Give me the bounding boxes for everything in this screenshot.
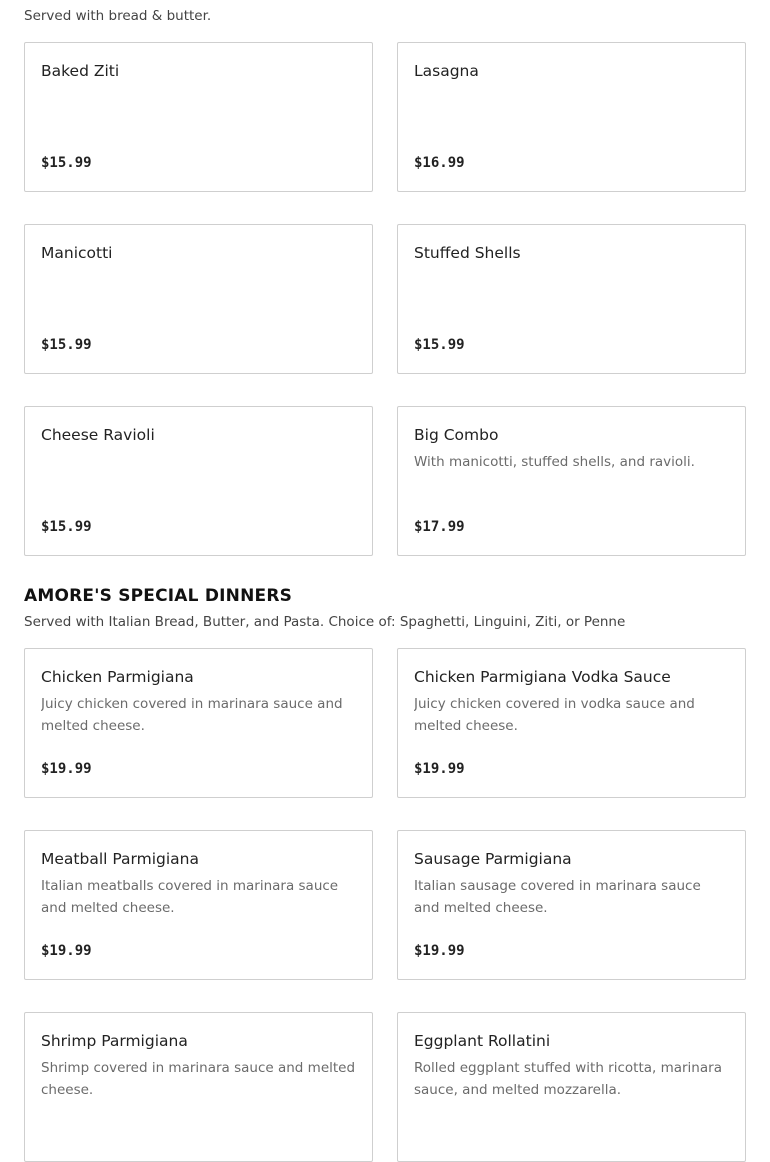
menu-item-grid xyxy=(24,42,746,556)
menu-item-name: Manicotti xyxy=(41,244,113,262)
menu-item-card-big-combo[interactable] xyxy=(397,406,746,556)
menu-item-price: $15.99 xyxy=(41,155,92,171)
menu-item-card-manicotti[interactable] xyxy=(24,224,373,374)
menu-item-card-eggplant-rollatini[interactable] xyxy=(397,1012,746,1162)
menu-item-description: With manicotti, stuffed shells, and ravioli. xyxy=(414,454,695,470)
menu-item-card-stuffed-shells[interactable] xyxy=(397,224,746,374)
menu-item-card-chicken-parmigiana[interactable] xyxy=(24,648,373,798)
menu-item-description: Juicy chicken covered in marinara sauce and melted cheese. xyxy=(41,696,343,734)
section-title xyxy=(24,0,746,2)
section-title: AMORE'S SPECIAL DINNERS xyxy=(24,586,293,606)
menu-section-baked-pasta xyxy=(24,0,746,556)
menu-item-price: $19.99 xyxy=(41,761,92,777)
menu-item-price: $19.99 xyxy=(414,943,465,959)
menu-item-price: $19.99 xyxy=(414,761,465,777)
menu-item-name: Big Combo xyxy=(414,426,499,444)
menu-item-card-meatball-parmigiana[interactable] xyxy=(24,830,373,980)
menu-item-name: Eggplant Rollatini xyxy=(414,1032,551,1050)
menu-item-name: Sausage Parmigiana xyxy=(414,850,572,868)
menu-item-name: Cheese Ravioli xyxy=(41,426,155,444)
menu-item-name: Meatball Parmigiana xyxy=(41,850,199,868)
menu-item-name: Stuffed Shells xyxy=(414,244,521,262)
menu-item-price: $19.99 xyxy=(41,943,92,959)
section-subtitle: Served with bread & butter. xyxy=(24,8,212,24)
menu-item-description: Italian meatballs covered in marinara sauce and melted cheese. xyxy=(41,878,339,916)
menu-item-card-lasagna[interactable] xyxy=(397,42,746,192)
menu-item-card-chicken-parmigiana-vodka-sauce[interactable] xyxy=(397,648,746,798)
menu-item-grid xyxy=(24,648,746,1162)
menu-item-description: Italian sausage covered in marinara sauce and melted cheese. xyxy=(414,878,701,916)
section-subtitle: Served with Italian Bread, Butter, and Pasta. Choice of: Spaghetti, Linguini, Ziti, or Penne xyxy=(24,614,626,630)
menu-section-special-dinners xyxy=(24,584,746,1162)
menu-item-card-shrimp-parmigiana[interactable] xyxy=(24,1012,373,1162)
menu-item-price: $17.99 xyxy=(414,519,465,535)
menu-item-card-sausage-parmigiana[interactable] xyxy=(397,830,746,980)
menu-item-name: Chicken Parmigiana Vodka Sauce xyxy=(414,668,671,686)
menu-item-name: Shrimp Parmigiana xyxy=(41,1032,188,1050)
section-spacer xyxy=(24,556,746,584)
menu-item-card-baked-ziti[interactable] xyxy=(24,42,373,192)
menu-item-price: $15.99 xyxy=(41,519,92,535)
menu-page xyxy=(24,0,746,1162)
menu-item-price: $15.99 xyxy=(41,337,92,353)
menu-item-description: Juicy chicken covered in vodka sauce and melted cheese. xyxy=(414,696,695,734)
menu-item-price: $16.99 xyxy=(414,155,465,171)
menu-item-price: $15.99 xyxy=(414,337,465,353)
menu-item-name: Lasagna xyxy=(414,62,479,80)
menu-item-description: Rolled eggplant stuffed with ricotta, marinara sauce, and melted mozzarella. xyxy=(414,1060,722,1098)
menu-item-name: Baked Ziti xyxy=(41,62,120,80)
menu-item-name: Chicken Parmigiana xyxy=(41,668,194,686)
menu-item-card-cheese-ravioli[interactable] xyxy=(24,406,373,556)
menu-item-description: Shrimp covered in marinara sauce and melted cheese. xyxy=(41,1060,356,1098)
